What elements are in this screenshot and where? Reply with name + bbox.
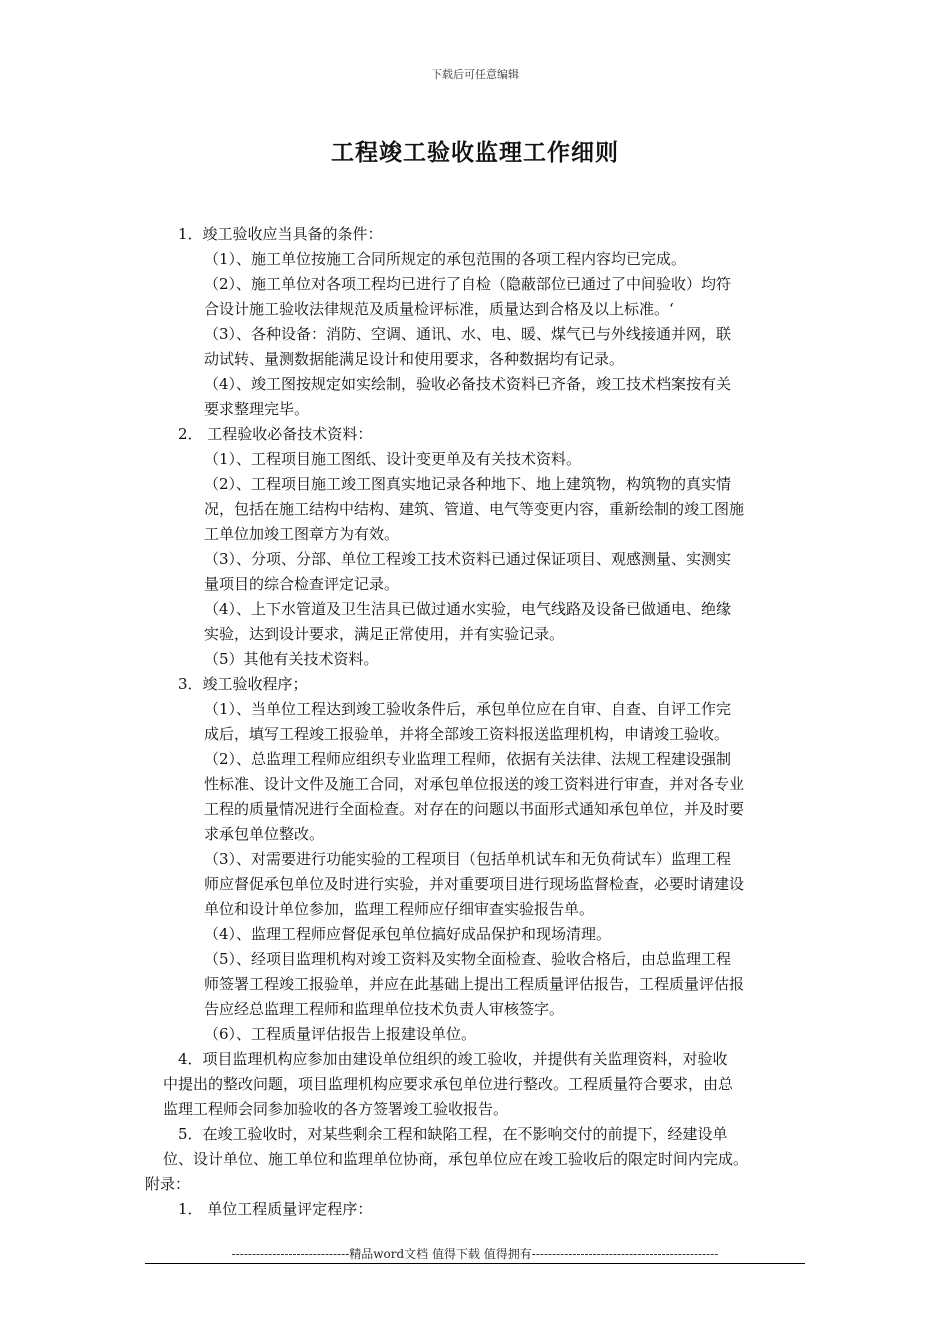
paragraph: 4．项目监理机构应参加由建设单位组织的竣工验收，并提供有关监理资料，对验收 — [178, 1050, 728, 1068]
section-heading: 3．竣工验收程序； — [178, 675, 308, 693]
paragraph: 5．在竣工验收时，对某些剩余工程和缺陷工程，在不影响交付的前提下，经建设单 — [178, 1125, 728, 1143]
list-item: （4）、上下水管道及卫生洁具已做过通水实验，电气线路及设备已做通电、绝缘 — [204, 600, 732, 618]
footer-rule — [145, 1263, 805, 1264]
list-item: （4）、竣工图按规定如实绘制，验收必备技术资料已齐备，竣工技术档案按有关 — [204, 375, 732, 393]
list-item: （2）、工程项目施工竣工图真实地记录各种地下、地上建筑物，构筑物的真实情 — [204, 475, 732, 493]
list-item-cont: 合设计施工验收法律规范及质量检评标准，质量达到合格及以上标准。‘ — [204, 300, 674, 318]
list-item: （4）、监理工程师应督促承包单位搞好成品保护和现场清理。 — [204, 925, 612, 943]
section-heading: 2． 工程验收必备技术资料： — [178, 425, 373, 443]
paragraph-cont: 中提出的整改问题，项目监理机构应要求承包单位进行整改。工程质量符合要求，由总 — [163, 1075, 734, 1093]
paragraph-cont: 位、设计单位、施工单位和监理单位协商，承包单位应在竣工验收后的限定时间内完成。 — [163, 1150, 749, 1168]
list-item-cont: 求承包单位整改。 — [204, 825, 325, 843]
list-item: （3）、分项、分部、单位工程竣工技术资料已通过保证项目、观感测量、实测实 — [204, 550, 732, 568]
list-item-cont: 师签署工程竣工报验单，并应在此基础上提出工程质量评估报告，工程质量评估报 — [204, 975, 745, 993]
list-item: （1）、当单位工程达到竣工验收条件后，承包单位应在自审、自查、自评工作完 — [204, 700, 732, 718]
list-item-cont: 告应经总监理工程师和监理单位技术负责人审核签字。 — [204, 1000, 565, 1018]
list-item: （6）、工程质量评估报告上报建设单位。 — [204, 1025, 477, 1043]
list-item-cont: 动试转、量测数据能满足设计和使用要求，各种数据均有记录。 — [204, 350, 625, 368]
list-item: （2）、总监理工程师应组织专业监理工程师，依据有关法律、法规工程建设强制 — [204, 750, 732, 768]
list-item-cont: 成后，填写工程竣工报验单，并将全部竣工资料报送监理机构，申请竣工验收。 — [204, 725, 730, 743]
list-item-cont: 量项目的综合检查评定记录。 — [204, 575, 400, 593]
list-item: （3）、对需要进行功能实验的工程项目（包括单机试车和无负荷试车）监理工程 — [204, 850, 732, 868]
list-item-cont: 单位和设计单位参加，监理工程师应仔细审查实验报告单。 — [204, 900, 595, 918]
list-item: （2）、施工单位对各项工程均已进行了自检（隐蔽部位已通过了中间验收）均符 — [204, 275, 732, 293]
appendix-label: 附录： — [145, 1175, 191, 1193]
list-item: （5）、经项目监理机构对竣工资料及实物全面检查、验收合格后，由总监理工程 — [204, 950, 732, 968]
list-item-cont: 实验，达到设计要求，满足正常使用，并有实验记录。 — [204, 625, 565, 643]
list-item-cont: 况，包括在施工结构中结构、建筑、管道、电气等变更内容，重新绘制的竣工图施 — [204, 500, 745, 518]
list-item-cont: 师应督促承包单位及时进行实验，并对重要项目进行现场监督检查，必要时请建设 — [204, 875, 745, 893]
list-item: （5）其他有关技术资料。 — [204, 650, 379, 668]
paragraph-cont: 监理工程师会同参加验收的各方签署竣工验收报告。 — [163, 1100, 509, 1118]
header-note: 下载后可任意编辑 — [431, 68, 519, 81]
list-item-cont: 工单位加竣工图章方为有效。 — [204, 525, 400, 543]
list-item: （1）、工程项目施工图纸、设计变更单及有关技术资料。 — [204, 450, 582, 468]
footer-note: -----------------------------精品word文档 值得下载 值得拥有---------------------------------------------- — [231, 1247, 719, 1261]
appendix-item: 1． 单位工程质量评定程序： — [178, 1200, 373, 1218]
section-heading: 1．竣工验收应当具备的条件： — [178, 225, 383, 243]
list-item-cont: 性标准、设计文件及施工合同，对承包单位报送的竣工资料进行审查，并对各专业 — [204, 775, 745, 793]
document-title: 工程竣工验收监理工作细则 — [331, 140, 619, 166]
list-item: （3）、各种设备：消防、空调、通讯、水、电、暖、煤气已与外线接通并网，联 — [204, 325, 732, 343]
list-item-cont: 工程的质量情况进行全面检查。对存在的问题以书面形式通知承包单位，并及时要 — [204, 800, 745, 818]
list-item-cont: 要求整理完毕。 — [204, 400, 310, 418]
list-item: （1）、施工单位按施工合同所规定的承包范围的各项工程内容均已完成。 — [204, 250, 687, 268]
